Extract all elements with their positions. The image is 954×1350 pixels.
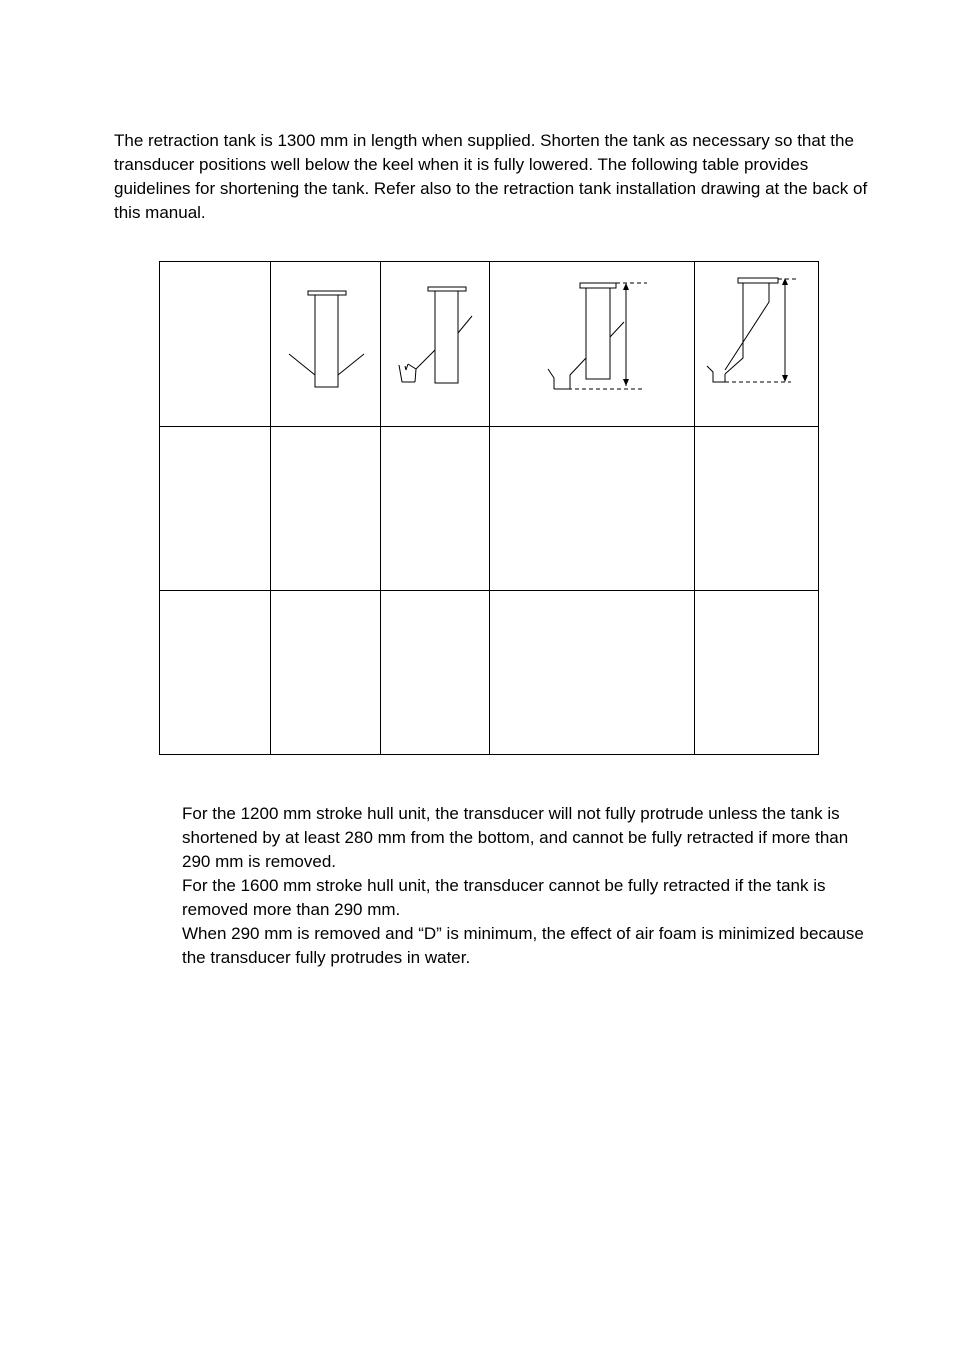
table-cell bbox=[271, 591, 381, 755]
table-cell bbox=[271, 427, 381, 591]
table-row bbox=[160, 427, 819, 591]
table-cell bbox=[160, 262, 271, 427]
note-paragraph: When 290 mm is removed and “D” is minimum, the effect of air foam is minimized because the transducer fully protrudes in water. bbox=[182, 924, 864, 967]
table-cell bbox=[381, 262, 490, 427]
tank-slanted-dimension-diagram bbox=[695, 262, 819, 426]
table-cell bbox=[381, 427, 490, 591]
table-cell bbox=[490, 591, 695, 755]
tank-keel-side-diagram bbox=[381, 262, 490, 426]
tank-vertical-hull-diagram bbox=[271, 262, 381, 426]
table-cell bbox=[160, 591, 271, 755]
intro-paragraph: The retraction tank is 1300 mm in length when supplied. Shorten the tank as necessary so that the transducer positions well below the keel when it is fully lowered. The following table provides guidelines for shortening the tank. Refer also to the retraction tank installation drawing at the back of this manual. bbox=[114, 131, 868, 222]
table-cell bbox=[381, 591, 490, 755]
table-cell bbox=[160, 427, 271, 591]
table-cell bbox=[271, 262, 381, 427]
tank-keel-dimension-diagram bbox=[490, 262, 695, 426]
note-paragraph: For the 1200 mm stroke hull unit, the transducer will not fully protrude unless the tank is shortened by at least 280 mm from the bottom, and cannot be fully retracted if more than 290 mm is removed. bbox=[182, 804, 849, 871]
table-cell bbox=[695, 427, 819, 591]
table-cell bbox=[490, 427, 695, 591]
table-row bbox=[160, 591, 819, 755]
table-row bbox=[160, 262, 819, 427]
note-paragraph: For the 1600 mm stroke hull unit, the transducer cannot be fully retracted if the tank is removed more than 290 mm. bbox=[182, 876, 826, 919]
notes-block bbox=[182, 802, 872, 970]
tank-shortening-table bbox=[159, 261, 819, 755]
table-cell bbox=[695, 262, 819, 427]
table-cell bbox=[695, 591, 819, 755]
table-cell bbox=[490, 262, 695, 427]
